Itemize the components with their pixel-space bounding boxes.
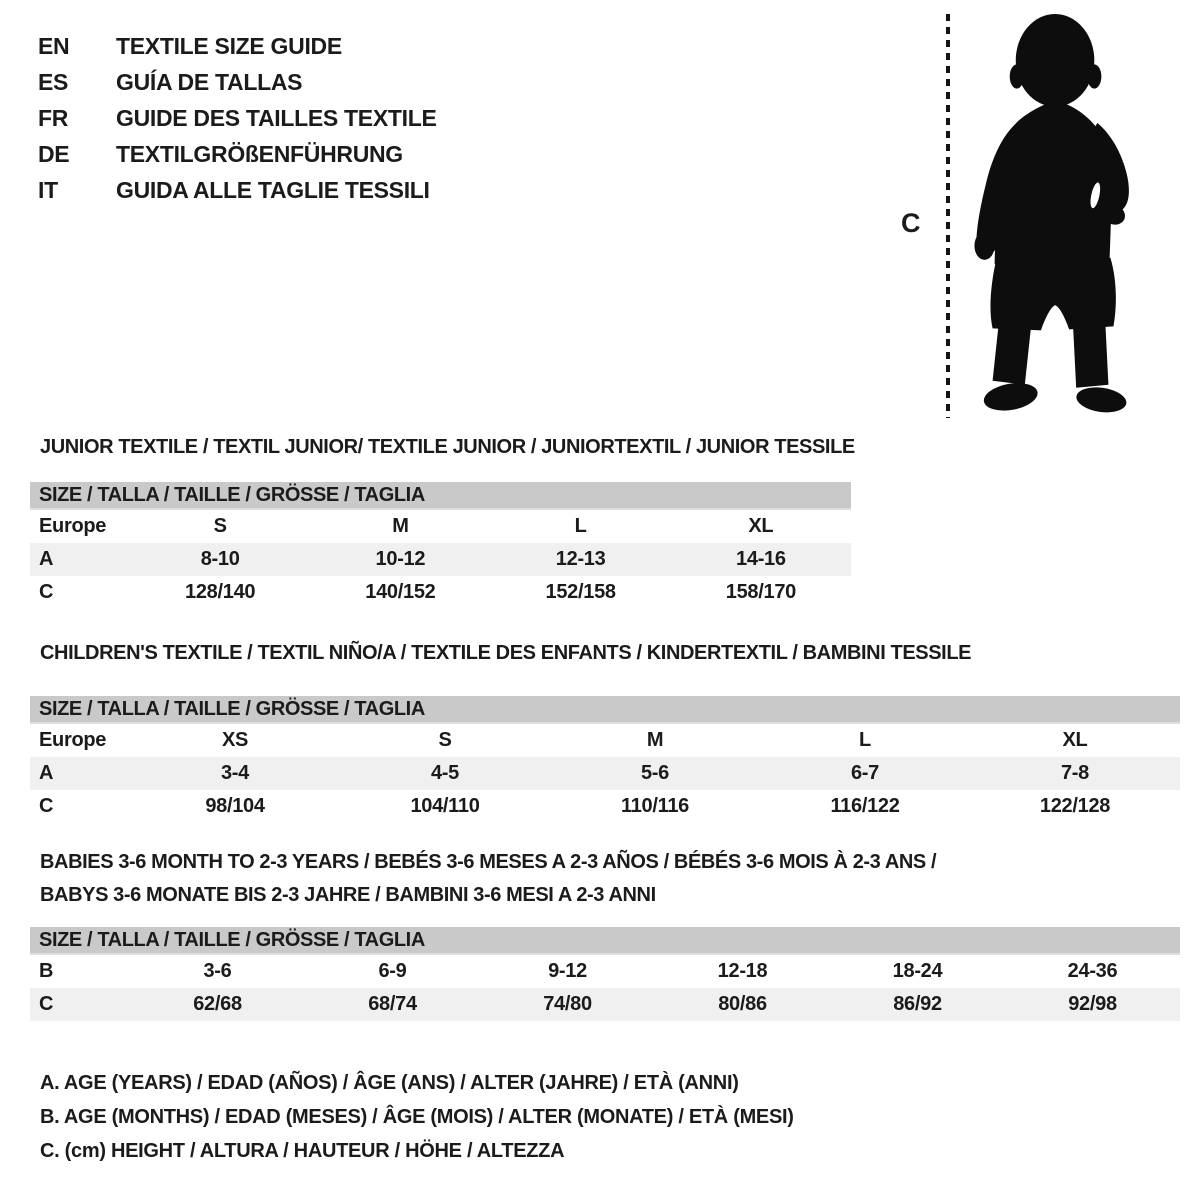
size-cell: M bbox=[646, 729, 664, 751]
height-cell: 98/104 bbox=[205, 795, 265, 817]
height-cell: 158/170 bbox=[725, 581, 796, 603]
guide-title: GUIDA ALLE TAGLIE TESSILI bbox=[116, 176, 430, 203]
height-cell: 92/98 bbox=[1068, 993, 1117, 1015]
height-cell: 74/80 bbox=[543, 993, 592, 1015]
table-row-age-months bbox=[30, 955, 1180, 988]
language-code: DE bbox=[38, 140, 70, 167]
language-row-de bbox=[38, 136, 437, 172]
table-row-europe bbox=[30, 510, 851, 543]
junior-size-table bbox=[30, 482, 851, 609]
legend-line-c: C. (cm) HEIGHT / ALTURA / HAUTEUR / HÖHE / ALTEZZA bbox=[40, 1139, 565, 1162]
language-code: EN bbox=[38, 32, 70, 59]
legend-line-b: B. AGE (MONTHS) / EDAD (MESES) / ÂGE (MOIS) / ALTER (MONATE) / ETÀ (MESI) bbox=[40, 1105, 794, 1128]
age-cell: 3-4 bbox=[220, 762, 249, 784]
size-table-header-bar: SIZE / TALLA / TAILLE / GRÖSSE / TAGLIA bbox=[30, 482, 851, 510]
table-row-height-cm bbox=[30, 790, 1180, 823]
height-cell: 152/158 bbox=[545, 581, 616, 603]
table-row-height-cm bbox=[30, 576, 851, 609]
table-row-age-years bbox=[30, 543, 851, 576]
row-label: Europe bbox=[39, 515, 107, 537]
height-cell: 86/92 bbox=[893, 993, 942, 1015]
age-cell: 14-16 bbox=[736, 548, 786, 570]
children-section-title: CHILDREN'S TEXTILE / TEXTIL NIÑO/A / TEXTILE DES ENFANTS / KINDERTEXTIL / BAMBINI TESSILE bbox=[40, 642, 972, 664]
age-cell: 10-12 bbox=[375, 548, 426, 570]
age-cell: 12-13 bbox=[555, 548, 606, 570]
age-cell: 6-7 bbox=[850, 762, 879, 784]
legend bbox=[40, 1066, 794, 1168]
size-cell: S bbox=[213, 515, 227, 537]
age-cell: 3-6 bbox=[203, 960, 232, 982]
junior-section-title: JUNIOR TEXTILE / TEXTIL JUNIOR/ TEXTILE JUNIOR / JUNIORTEXTIL / JUNIOR TESSILE bbox=[40, 436, 855, 458]
babies-section-title-line1: BABIES 3-6 MONTH TO 2-3 YEARS / BEBÉS 3-6 MESES A 2-3 AÑOS / BÉBÉS 3-6 MOIS À 2-3 ANS / bbox=[40, 851, 937, 873]
guide-title: GUÍA DE TALLAS bbox=[116, 68, 303, 95]
baby-silhouette-icon bbox=[965, 10, 1135, 420]
height-cell: 80/86 bbox=[718, 993, 767, 1015]
legend-line-a: A. AGE (YEARS) / EDAD (AÑOS) / ÂGE (ANS) / ALTER (JAHRE) / ETÀ (ANNI) bbox=[40, 1071, 739, 1094]
age-cell: 18-24 bbox=[892, 960, 943, 982]
height-cell: 116/122 bbox=[830, 795, 900, 817]
height-cell: 122/128 bbox=[1039, 795, 1111, 817]
row-label: Europe bbox=[39, 729, 107, 751]
height-cell: 110/116 bbox=[621, 795, 689, 817]
row-label: C bbox=[39, 993, 54, 1015]
age-cell: 4-5 bbox=[430, 762, 459, 784]
guide-title: TEXTILGRÖßENFÜHRUNG bbox=[116, 140, 403, 167]
row-label: C bbox=[39, 581, 54, 603]
size-cell: L bbox=[859, 729, 871, 751]
height-measure-dashed-line bbox=[946, 14, 950, 418]
babies-section-title-line2: BABYS 3-6 MONATE BIS 2-3 JAHRE / BAMBINI 3-6 MESI A 2-3 ANNI bbox=[40, 884, 656, 906]
table-row-age-years bbox=[30, 757, 1180, 790]
row-label: C bbox=[39, 795, 54, 817]
language-row-it bbox=[38, 172, 437, 208]
language-code: ES bbox=[38, 68, 69, 95]
size-cell: XL bbox=[748, 515, 774, 537]
size-table-header-bar: SIZE / TALLA / TAILLE / GRÖSSE / TAGLIA bbox=[30, 927, 1180, 955]
size-cell: S bbox=[438, 729, 452, 751]
size-cell: L bbox=[574, 515, 587, 537]
size-cell: M bbox=[392, 515, 409, 537]
guide-title: TEXTILE SIZE GUIDE bbox=[116, 32, 342, 59]
height-cell: 140/152 bbox=[365, 581, 436, 603]
row-label: B bbox=[39, 960, 54, 982]
age-cell: 8-10 bbox=[200, 548, 240, 570]
language-row-en bbox=[38, 28, 437, 64]
height-cell: 128/140 bbox=[185, 581, 256, 603]
language-code: IT bbox=[38, 176, 58, 203]
age-cell: 9-12 bbox=[548, 960, 587, 982]
table-row-europe bbox=[30, 724, 1180, 757]
guide-title: GUIDE DES TAILLES TEXTILE bbox=[116, 104, 437, 131]
size-table-header-bar: SIZE / TALLA / TAILLE / GRÖSSE / TAGLIA bbox=[30, 696, 1180, 724]
age-cell: 7-8 bbox=[1060, 762, 1089, 784]
children-size-table bbox=[30, 696, 1180, 823]
age-cell: 12-18 bbox=[717, 960, 768, 982]
size-cell: XL bbox=[1062, 729, 1088, 751]
height-cell: 68/74 bbox=[368, 993, 417, 1015]
table-row-height-cm bbox=[30, 988, 1180, 1021]
age-cell: 6-9 bbox=[378, 960, 407, 982]
language-title-list bbox=[38, 28, 437, 208]
language-row-fr bbox=[38, 100, 437, 136]
age-cell: 5-6 bbox=[640, 762, 669, 784]
age-cell: 24-36 bbox=[1067, 960, 1118, 982]
size-cell: XS bbox=[221, 729, 249, 751]
language-code: FR bbox=[38, 104, 69, 131]
babies-size-table bbox=[30, 927, 1180, 1021]
row-label: A bbox=[39, 548, 54, 570]
height-measure-label: C bbox=[901, 208, 921, 238]
height-cell: 104/110 bbox=[410, 795, 480, 817]
language-row-es bbox=[38, 64, 437, 100]
height-cell: 62/68 bbox=[193, 993, 242, 1015]
row-label: A bbox=[39, 762, 54, 784]
